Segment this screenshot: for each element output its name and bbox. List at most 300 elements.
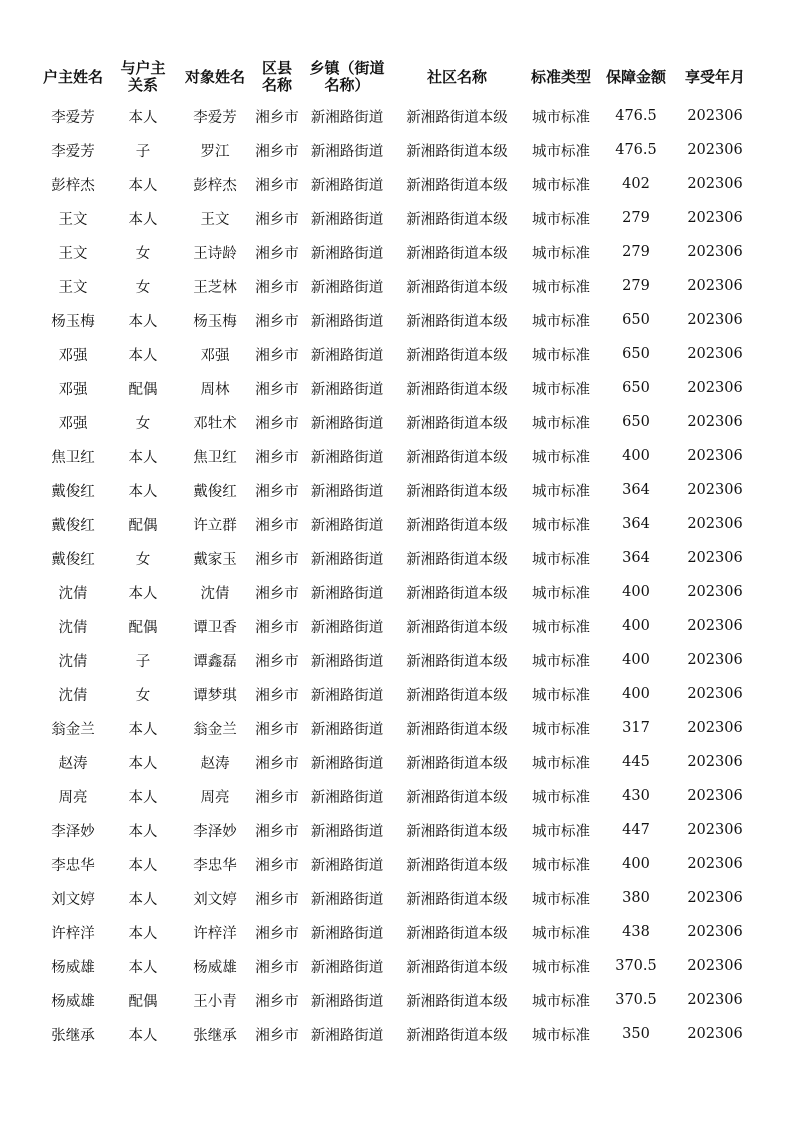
- cell-year-month: 202306: [687, 958, 743, 974]
- cell-amount: 279: [622, 210, 650, 226]
- cell-town: 新湘路街道: [310, 585, 384, 602]
- cell-town: 新湘路街道: [310, 891, 384, 908]
- cell-year-month: 202306: [687, 312, 743, 328]
- cell-community: 新湘路街道本级: [406, 449, 508, 466]
- cell-county: 湘乡市: [255, 653, 299, 670]
- cell-household-head: 杨玉梅: [51, 313, 95, 330]
- cell-community: 新湘路街道本级: [406, 687, 508, 704]
- cell-town: 新湘路街道: [310, 415, 384, 432]
- cell-standard-type: 城市标准: [532, 823, 590, 840]
- cell-recipient-name: 戴家玉: [193, 551, 237, 568]
- cell-year-month: 202306: [687, 448, 743, 464]
- cell-town: 新湘路街道: [310, 211, 384, 228]
- cell-town: 新湘路街道: [310, 823, 384, 840]
- cell-amount: 447: [622, 822, 650, 838]
- cell-town: 新湘路街道: [310, 755, 384, 772]
- cell-community: 新湘路街道本级: [406, 585, 508, 602]
- cell-standard-type: 城市标准: [532, 415, 590, 432]
- cell-standard-type: 城市标准: [532, 925, 590, 942]
- subsidy-table: [38, 55, 758, 1051]
- cell-amount: 402: [622, 176, 650, 192]
- cell-amount: 650: [622, 346, 650, 362]
- cell-household-head: 戴俊红: [51, 483, 95, 500]
- table-row: [38, 337, 758, 371]
- cell-standard-type: 城市标准: [532, 721, 590, 738]
- cell-standard-type: 城市标准: [532, 551, 590, 568]
- cell-household-head: 邓强: [58, 415, 88, 432]
- cell-household-head: 许梓洋: [51, 925, 95, 942]
- cell-community: 新湘路街道本级: [406, 143, 508, 160]
- cell-community: 新湘路街道本级: [406, 415, 508, 432]
- cell-relation: 女: [135, 245, 151, 262]
- cell-amount: 370.5: [615, 958, 657, 974]
- cell-county: 湘乡市: [255, 551, 299, 568]
- cell-year-month: 202306: [687, 380, 743, 396]
- cell-relation: 子: [135, 143, 151, 160]
- table-row: [38, 541, 758, 575]
- cell-year-month: 202306: [687, 346, 743, 362]
- cell-community: 新湘路街道本级: [406, 381, 508, 398]
- cell-town: 新湘路街道: [310, 1027, 384, 1044]
- cell-amount: 364: [622, 550, 650, 566]
- cell-county: 湘乡市: [255, 415, 299, 432]
- header-town: [302, 55, 392, 99]
- cell-relation: 本人: [128, 925, 158, 942]
- table-row: [38, 303, 758, 337]
- table-row: [38, 439, 758, 473]
- cell-household-head: 李爱芳: [51, 143, 95, 160]
- cell-recipient-name: 戴俊红: [193, 483, 237, 500]
- cell-year-month: 202306: [687, 924, 743, 940]
- table-row: [38, 201, 758, 235]
- cell-amount: 370.5: [615, 992, 657, 1008]
- cell-amount: 445: [622, 754, 650, 770]
- cell-recipient-name: 张继承: [193, 1027, 237, 1044]
- cell-recipient-name: 李爱芳: [193, 109, 237, 126]
- header-line: 区县: [261, 59, 292, 77]
- cell-year-month: 202306: [687, 210, 743, 226]
- cell-town: 新湘路街道: [310, 959, 384, 976]
- cell-recipient-name: 杨威雄: [193, 959, 237, 976]
- cell-household-head: 彭梓杰: [51, 177, 95, 194]
- cell-relation: 本人: [128, 789, 158, 806]
- cell-amount: 279: [622, 278, 650, 294]
- cell-standard-type: 城市标准: [532, 585, 590, 602]
- cell-amount: 400: [622, 652, 650, 668]
- cell-town: 新湘路街道: [310, 347, 384, 364]
- cell-community: 新湘路街道本级: [406, 1027, 508, 1044]
- table-row: [38, 915, 758, 949]
- cell-standard-type: 城市标准: [532, 143, 590, 160]
- cell-recipient-name: 王诗龄: [193, 245, 237, 262]
- cell-county: 湘乡市: [255, 857, 299, 874]
- cell-standard-type: 城市标准: [532, 347, 590, 364]
- cell-county: 湘乡市: [255, 449, 299, 466]
- cell-recipient-name: 王文: [200, 211, 230, 228]
- cell-community: 新湘路街道本级: [406, 109, 508, 126]
- header-county: [252, 55, 302, 99]
- cell-year-month: 202306: [687, 822, 743, 838]
- cell-recipient-name: 彭梓杰: [193, 177, 237, 194]
- cell-relation: 女: [135, 551, 151, 568]
- cell-community: 新湘路街道本级: [406, 823, 508, 840]
- cell-household-head: 沈倩: [58, 687, 88, 704]
- cell-town: 新湘路街道: [310, 313, 384, 330]
- cell-household-head: 翁金兰: [51, 721, 95, 738]
- cell-relation: 女: [135, 279, 151, 296]
- cell-recipient-name: 刘文婷: [193, 891, 237, 908]
- cell-community: 新湘路街道本级: [406, 721, 508, 738]
- cell-household-head: 沈倩: [58, 653, 88, 670]
- header-line: 与户主: [120, 59, 166, 77]
- table-row: [38, 779, 758, 813]
- cell-household-head: 邓强: [58, 381, 88, 398]
- cell-community: 新湘路街道本级: [406, 245, 508, 262]
- cell-household-head: 李泽妙: [51, 823, 95, 840]
- cell-town: 新湘路街道: [310, 449, 384, 466]
- cell-relation: 本人: [128, 211, 158, 228]
- cell-household-head: 沈倩: [58, 585, 88, 602]
- table-row: [38, 99, 758, 133]
- cell-household-head: 赵涛: [58, 755, 88, 772]
- cell-recipient-name: 翁金兰: [193, 721, 237, 738]
- cell-county: 湘乡市: [255, 517, 299, 534]
- table-row: [38, 133, 758, 167]
- cell-year-month: 202306: [687, 618, 743, 634]
- cell-relation: 女: [135, 415, 151, 432]
- cell-relation: 本人: [128, 177, 158, 194]
- cell-county: 湘乡市: [255, 959, 299, 976]
- cell-standard-type: 城市标准: [532, 279, 590, 296]
- cell-year-month: 202306: [687, 890, 743, 906]
- cell-county: 湘乡市: [255, 279, 299, 296]
- table-row: [38, 813, 758, 847]
- cell-amount: 350: [622, 1026, 650, 1042]
- cell-year-month: 202306: [687, 686, 743, 702]
- table-row: [38, 507, 758, 541]
- table-row: [38, 677, 758, 711]
- cell-community: 新湘路街道本级: [406, 993, 508, 1010]
- cell-standard-type: 城市标准: [532, 891, 590, 908]
- cell-community: 新湘路街道本级: [406, 347, 508, 364]
- header-standard-type: [522, 55, 600, 99]
- cell-relation: 本人: [128, 755, 158, 772]
- cell-year-month: 202306: [687, 856, 743, 872]
- cell-town: 新湘路街道: [310, 109, 384, 126]
- cell-household-head: 戴俊红: [51, 551, 95, 568]
- cell-relation: 本人: [128, 449, 158, 466]
- cell-standard-type: 城市标准: [532, 857, 590, 874]
- cell-community: 新湘路街道本级: [406, 891, 508, 908]
- cell-recipient-name: 周林: [200, 381, 230, 398]
- cell-recipient-name: 邓牡术: [193, 415, 237, 432]
- header-line: 保障金额: [605, 67, 666, 86]
- cell-community: 新湘路街道本级: [406, 959, 508, 976]
- table-row: [38, 949, 758, 983]
- cell-household-head: 戴俊红: [51, 517, 95, 534]
- header-line: 名称）: [324, 76, 370, 94]
- cell-community: 新湘路街道本级: [406, 653, 508, 670]
- table-row: [38, 881, 758, 915]
- cell-recipient-name: 王小青: [193, 993, 237, 1010]
- cell-year-month: 202306: [687, 1026, 743, 1042]
- cell-year-month: 202306: [687, 108, 743, 124]
- cell-relation: 配偶: [128, 381, 158, 398]
- cell-recipient-name: 周亮: [200, 789, 230, 806]
- cell-town: 新湘路街道: [310, 925, 384, 942]
- cell-year-month: 202306: [687, 142, 743, 158]
- cell-amount: 400: [622, 686, 650, 702]
- cell-amount: 364: [622, 516, 650, 532]
- cell-amount: 380: [622, 890, 650, 906]
- cell-amount: 430: [622, 788, 650, 804]
- cell-relation: 本人: [128, 959, 158, 976]
- table-body: [38, 99, 758, 1051]
- cell-recipient-name: 杨玉梅: [193, 313, 237, 330]
- table-row: [38, 847, 758, 881]
- cell-amount: 400: [622, 618, 650, 634]
- cell-town: 新湘路街道: [310, 279, 384, 296]
- table-row: [38, 269, 758, 303]
- table-row: [38, 609, 758, 643]
- header-line: 关系: [127, 76, 158, 94]
- cell-recipient-name: 谭梦琪: [193, 687, 237, 704]
- cell-county: 湘乡市: [255, 755, 299, 772]
- cell-relation: 本人: [128, 1027, 158, 1044]
- cell-standard-type: 城市标准: [532, 381, 590, 398]
- cell-relation: 本人: [128, 313, 158, 330]
- cell-standard-type: 城市标准: [532, 789, 590, 806]
- cell-relation: 女: [135, 687, 151, 704]
- cell-town: 新湘路街道: [310, 177, 384, 194]
- cell-community: 新湘路街道本级: [406, 211, 508, 228]
- cell-community: 新湘路街道本级: [406, 313, 508, 330]
- cell-household-head: 沈倩: [58, 619, 88, 636]
- cell-town: 新湘路街道: [310, 789, 384, 806]
- cell-household-head: 李忠华: [51, 857, 95, 874]
- cell-standard-type: 城市标准: [532, 313, 590, 330]
- cell-relation: 本人: [128, 857, 158, 874]
- cell-community: 新湘路街道本级: [406, 177, 508, 194]
- cell-county: 湘乡市: [255, 993, 299, 1010]
- cell-community: 新湘路街道本级: [406, 517, 508, 534]
- cell-standard-type: 城市标准: [532, 687, 590, 704]
- cell-amount: 650: [622, 312, 650, 328]
- header-line: 户主姓名: [42, 67, 103, 86]
- cell-year-month: 202306: [687, 244, 743, 260]
- cell-household-head: 焦卫红: [51, 449, 95, 466]
- cell-county: 湘乡市: [255, 381, 299, 398]
- cell-town: 新湘路街道: [310, 483, 384, 500]
- table-row: [38, 1017, 758, 1051]
- cell-year-month: 202306: [687, 176, 743, 192]
- cell-standard-type: 城市标准: [532, 483, 590, 500]
- cell-standard-type: 城市标准: [532, 177, 590, 194]
- cell-amount: 400: [622, 448, 650, 464]
- cell-county: 湘乡市: [255, 619, 299, 636]
- cell-year-month: 202306: [687, 992, 743, 1008]
- cell-town: 新湘路街道: [310, 721, 384, 738]
- header-recipient-name: [178, 55, 252, 99]
- header-amount: [600, 55, 672, 99]
- cell-relation: 本人: [128, 109, 158, 126]
- cell-community: 新湘路街道本级: [406, 483, 508, 500]
- cell-household-head: 邓强: [58, 347, 88, 364]
- cell-standard-type: 城市标准: [532, 959, 590, 976]
- cell-amount: 438: [622, 924, 650, 940]
- table-row: [38, 983, 758, 1017]
- cell-standard-type: 城市标准: [532, 449, 590, 466]
- cell-county: 湘乡市: [255, 585, 299, 602]
- cell-amount: 476.5: [615, 108, 657, 124]
- table-row: [38, 405, 758, 439]
- cell-year-month: 202306: [687, 482, 743, 498]
- cell-recipient-name: 谭卫香: [193, 619, 237, 636]
- cell-recipient-name: 王芝林: [193, 279, 237, 296]
- cell-standard-type: 城市标准: [532, 245, 590, 262]
- cell-town: 新湘路街道: [310, 245, 384, 262]
- cell-year-month: 202306: [687, 788, 743, 804]
- header-line: 乡镇（街道: [309, 59, 385, 77]
- cell-household-head: 周亮: [58, 789, 88, 806]
- cell-household-head: 王文: [58, 245, 88, 262]
- cell-county: 湘乡市: [255, 721, 299, 738]
- header-relation: [108, 55, 178, 99]
- cell-amount: 364: [622, 482, 650, 498]
- cell-year-month: 202306: [687, 652, 743, 668]
- cell-standard-type: 城市标准: [532, 755, 590, 772]
- cell-county: 湘乡市: [255, 211, 299, 228]
- cell-recipient-name: 焦卫红: [193, 449, 237, 466]
- cell-county: 湘乡市: [255, 925, 299, 942]
- cell-relation: 本人: [128, 347, 158, 364]
- cell-community: 新湘路街道本级: [406, 789, 508, 806]
- cell-county: 湘乡市: [255, 245, 299, 262]
- header-household-head: [38, 55, 108, 99]
- cell-town: 新湘路街道: [310, 619, 384, 636]
- cell-household-head: 王文: [58, 211, 88, 228]
- cell-recipient-name: 赵涛: [200, 755, 230, 772]
- cell-relation: 本人: [128, 585, 158, 602]
- cell-relation: 本人: [128, 891, 158, 908]
- cell-community: 新湘路街道本级: [406, 857, 508, 874]
- cell-recipient-name: 李忠华: [193, 857, 237, 874]
- header-line: 名称: [261, 76, 292, 94]
- cell-relation: 配偶: [128, 517, 158, 534]
- table-row: [38, 643, 758, 677]
- cell-community: 新湘路街道本级: [406, 755, 508, 772]
- cell-household-head: 杨威雄: [51, 959, 95, 976]
- cell-amount: 279: [622, 244, 650, 260]
- cell-community: 新湘路街道本级: [406, 551, 508, 568]
- cell-standard-type: 城市标准: [532, 619, 590, 636]
- header-community: [392, 55, 522, 99]
- cell-recipient-name: 罗江: [200, 143, 230, 160]
- cell-town: 新湘路街道: [310, 857, 384, 874]
- cell-town: 新湘路街道: [310, 143, 384, 160]
- header-year-month: [672, 55, 758, 99]
- cell-household-head: 刘文婷: [51, 891, 95, 908]
- table-row: [38, 473, 758, 507]
- table-header-row: [38, 55, 758, 99]
- cell-year-month: 202306: [687, 754, 743, 770]
- cell-county: 湘乡市: [255, 891, 299, 908]
- cell-town: 新湘路街道: [310, 517, 384, 534]
- cell-standard-type: 城市标准: [532, 993, 590, 1010]
- cell-recipient-name: 李泽妙: [193, 823, 237, 840]
- cell-year-month: 202306: [687, 278, 743, 294]
- cell-relation: 配偶: [128, 993, 158, 1010]
- cell-amount: 317: [622, 720, 650, 736]
- cell-standard-type: 城市标准: [532, 211, 590, 228]
- cell-standard-type: 城市标准: [532, 653, 590, 670]
- cell-relation: 子: [135, 653, 151, 670]
- cell-amount: 400: [622, 856, 650, 872]
- table-row: [38, 167, 758, 201]
- cell-relation: 本人: [128, 483, 158, 500]
- cell-county: 湘乡市: [255, 109, 299, 126]
- cell-community: 新湘路街道本级: [406, 925, 508, 942]
- cell-year-month: 202306: [687, 550, 743, 566]
- table-row: [38, 711, 758, 745]
- cell-household-head: 张继承: [51, 1027, 95, 1044]
- cell-county: 湘乡市: [255, 143, 299, 160]
- cell-amount: 650: [622, 380, 650, 396]
- cell-year-month: 202306: [687, 720, 743, 736]
- cell-town: 新湘路街道: [310, 653, 384, 670]
- cell-relation: 本人: [128, 823, 158, 840]
- header-line: 对象姓名: [184, 67, 245, 86]
- header-line: 享受年月: [684, 67, 745, 86]
- cell-recipient-name: 沈倩: [200, 585, 230, 602]
- cell-household-head: 杨威雄: [51, 993, 95, 1010]
- cell-relation: 本人: [128, 721, 158, 738]
- cell-community: 新湘路街道本级: [406, 279, 508, 296]
- cell-town: 新湘路街道: [310, 381, 384, 398]
- cell-county: 湘乡市: [255, 483, 299, 500]
- cell-year-month: 202306: [687, 414, 743, 430]
- table-row: [38, 575, 758, 609]
- cell-amount: 476.5: [615, 142, 657, 158]
- cell-county: 湘乡市: [255, 347, 299, 364]
- cell-amount: 650: [622, 414, 650, 430]
- cell-standard-type: 城市标准: [532, 109, 590, 126]
- cell-town: 新湘路街道: [310, 687, 384, 704]
- cell-county: 湘乡市: [255, 313, 299, 330]
- cell-county: 湘乡市: [255, 789, 299, 806]
- table-row: [38, 235, 758, 269]
- cell-community: 新湘路街道本级: [406, 619, 508, 636]
- header-line: 标准类型: [530, 67, 591, 86]
- cell-household-head: 王文: [58, 279, 88, 296]
- cell-county: 湘乡市: [255, 177, 299, 194]
- cell-county: 湘乡市: [255, 1027, 299, 1044]
- cell-recipient-name: 许梓洋: [193, 925, 237, 942]
- cell-year-month: 202306: [687, 516, 743, 532]
- cell-county: 湘乡市: [255, 687, 299, 704]
- table-row: [38, 371, 758, 405]
- cell-recipient-name: 许立群: [193, 517, 237, 534]
- cell-town: 新湘路街道: [310, 551, 384, 568]
- cell-year-month: 202306: [687, 584, 743, 600]
- cell-county: 湘乡市: [255, 823, 299, 840]
- cell-standard-type: 城市标准: [532, 1027, 590, 1044]
- cell-standard-type: 城市标准: [532, 517, 590, 534]
- cell-town: 新湘路街道: [310, 993, 384, 1010]
- header-line: 社区名称: [426, 67, 487, 86]
- cell-recipient-name: 谭鑫磊: [193, 653, 237, 670]
- cell-amount: 400: [622, 584, 650, 600]
